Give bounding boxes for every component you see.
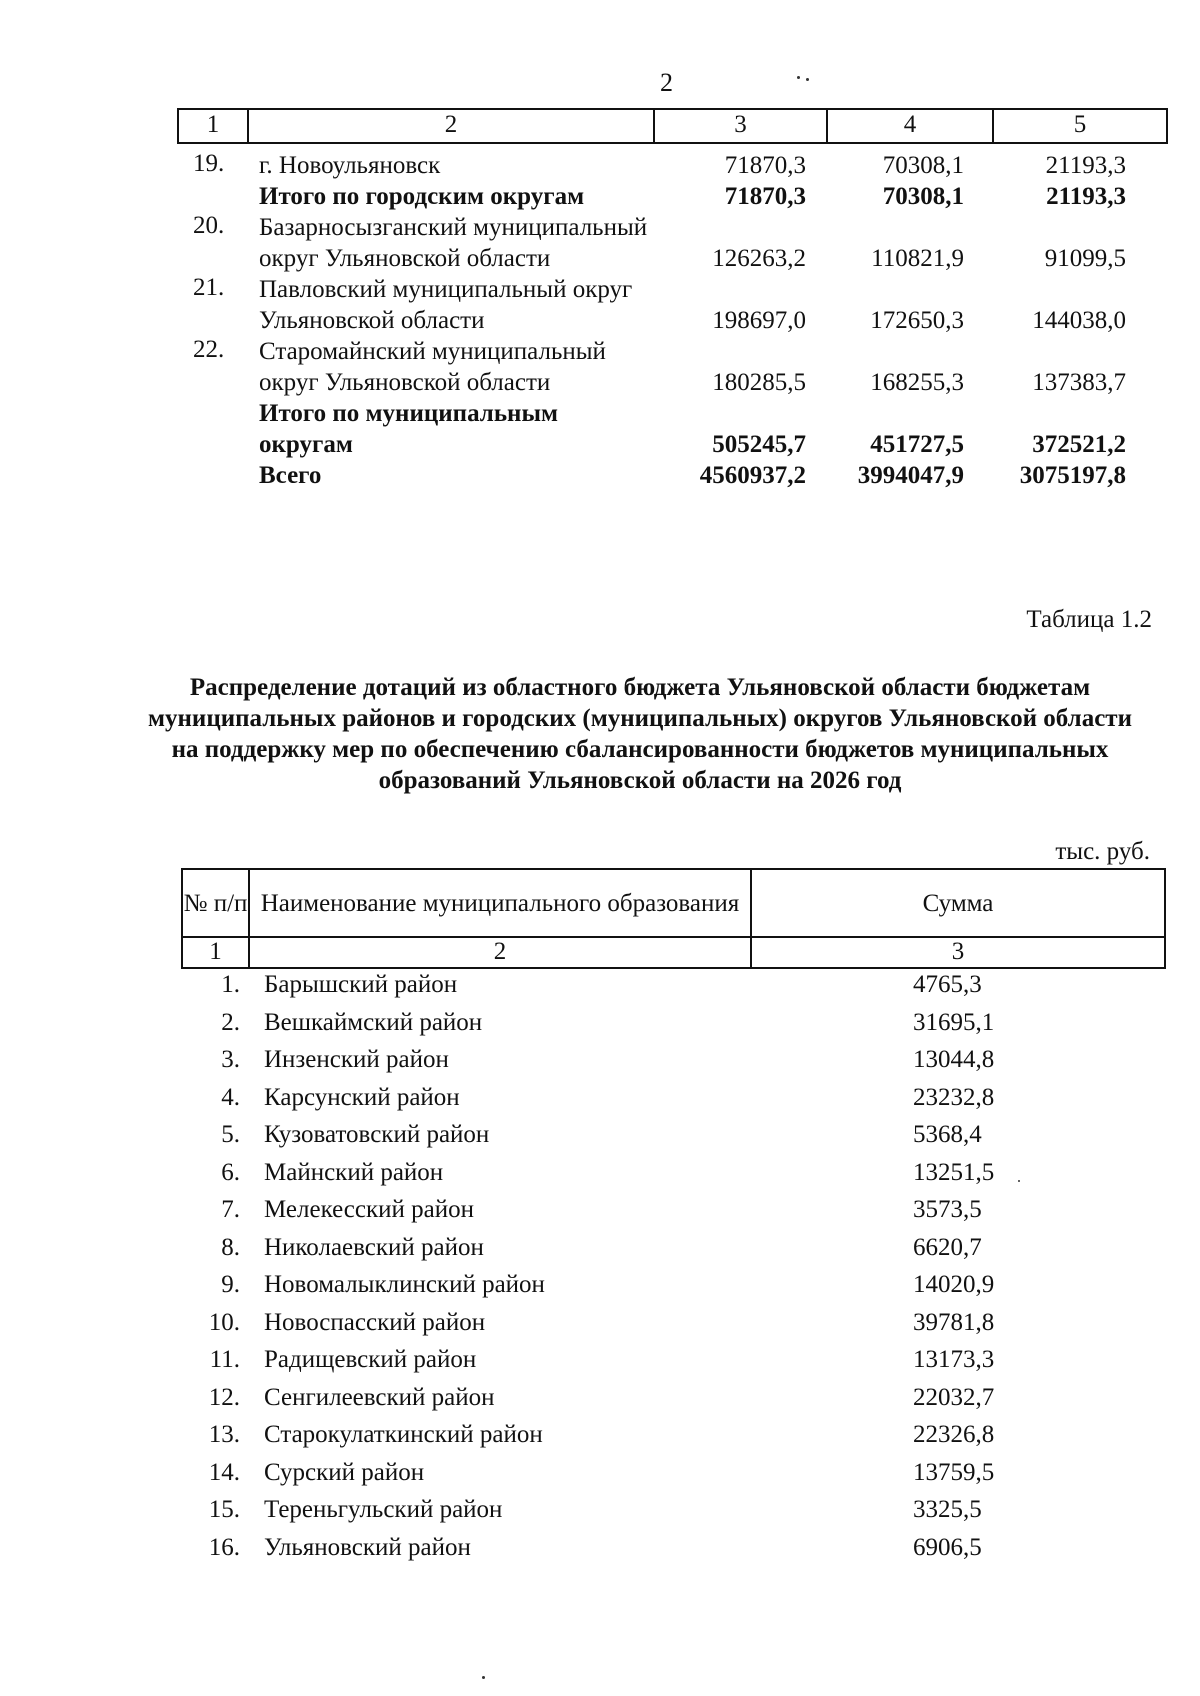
value-col-5: 3075197,8 xyxy=(1019,462,1126,489)
row-sum: 5368,4 xyxy=(913,1121,982,1148)
row-name: Новомалыклинский район xyxy=(264,1271,545,1298)
row-name: Радищевский район xyxy=(264,1346,477,1373)
value-col-4: 110821,9 xyxy=(871,245,964,272)
table-2-row xyxy=(181,1341,1166,1379)
row-sum: 22326,8 xyxy=(913,1421,995,1448)
row-number: 2. xyxy=(221,1008,240,1036)
row-name: Старокулаткинский район xyxy=(264,1421,543,1448)
table-2-header-sum: Сумма xyxy=(922,889,994,917)
row-name: Сенгилеевский район xyxy=(264,1383,495,1411)
value-col-3: 505245,7 xyxy=(712,431,806,458)
value-col-5: 21193,3 xyxy=(1045,152,1126,179)
table-2-row xyxy=(181,1116,1166,1154)
row-name: Карсунский район xyxy=(264,1083,460,1111)
row-number: 14. xyxy=(208,1458,240,1486)
table-2-header-name: Наименование муниципального образования xyxy=(250,870,752,936)
row-sum: 22032,7 xyxy=(913,1383,995,1411)
row-name: Майнский район xyxy=(264,1158,444,1186)
table-1-total-row xyxy=(177,181,1168,212)
scan-speck xyxy=(797,76,800,79)
table-1-header-cell: 4 xyxy=(828,110,994,142)
row-number: 9. xyxy=(221,1271,240,1298)
table-1-header-cell: 5 xyxy=(1073,111,1087,138)
table-1-body xyxy=(177,150,1168,491)
row-number: 3. xyxy=(221,1046,240,1073)
table-2-index-cell: 2 xyxy=(250,938,752,967)
row-number: 8. xyxy=(221,1233,240,1261)
row-number: 4. xyxy=(221,1083,240,1111)
table-2-row xyxy=(181,1416,1166,1454)
units-label: тыс. руб. xyxy=(1055,838,1150,865)
table-2-body xyxy=(181,966,1166,1566)
row-number: 12. xyxy=(208,1383,240,1411)
row-name: Кузоватовский район xyxy=(264,1121,490,1148)
value-col-4: 172650,3 xyxy=(870,307,964,334)
table-2-header-num: № п/п xyxy=(183,870,250,936)
value-col-3: 126263,2 xyxy=(712,245,806,272)
value-col-3: 4560937,2 xyxy=(699,462,806,489)
row-name: Ульяновский район xyxy=(264,1533,471,1561)
section-title xyxy=(140,672,1140,796)
table-2-row xyxy=(181,1229,1166,1267)
row-name: Новоспасский район xyxy=(264,1308,486,1336)
row-name: Барышский район xyxy=(264,971,458,998)
row-number: 5. xyxy=(221,1121,240,1148)
scan-speck xyxy=(482,1676,485,1679)
table-2-row xyxy=(181,1529,1166,1567)
table-2-row xyxy=(181,1379,1166,1417)
table-2-row xyxy=(181,1154,1166,1192)
value-col-3: 71870,3 xyxy=(724,152,806,179)
row-name: Вешкаймский район xyxy=(264,1008,483,1036)
table-2-row xyxy=(181,1079,1166,1117)
table-1-row xyxy=(177,336,1168,398)
row-name: Тереньгульский район xyxy=(264,1496,503,1523)
table-2-row xyxy=(181,1266,1166,1304)
table-1-header xyxy=(177,108,1168,144)
row-sum: 23232,8 xyxy=(913,1083,995,1111)
row-name: Старомайнский муниципальный округ Ульяновской области xyxy=(259,338,606,396)
row-number: 20. xyxy=(193,212,225,239)
row-sum: 3573,5 xyxy=(913,1196,982,1223)
table-2-row xyxy=(181,1491,1166,1529)
value-col-3: 198697,0 xyxy=(712,307,806,334)
row-number: 11. xyxy=(209,1346,240,1373)
table-1-header-cell: 1 xyxy=(179,110,249,142)
row-sum: 13759,5 xyxy=(913,1458,995,1486)
row-name: Всего xyxy=(259,462,322,489)
section-title-text: Распределение дотаций из областного бюджета Ульяновской области бюджетам муниципальных районов и городских (муниципальных) округов Ульяновской области на поддержку мер по обеспечению сбалансированности бюджетов муниципальных образований Ульяновской области на 2026 год xyxy=(148,674,1132,794)
row-number: 22. xyxy=(193,336,225,363)
value-col-3: 71870,3 xyxy=(724,183,806,210)
value-col-4: 70308,1 xyxy=(882,183,964,210)
row-sum: 39781,8 xyxy=(913,1308,995,1336)
value-col-4: 451727,5 xyxy=(870,431,964,458)
table-1-row xyxy=(177,150,1168,181)
table-2-row xyxy=(181,1004,1166,1042)
scan-speck xyxy=(806,78,809,81)
row-number: 21. xyxy=(193,274,225,301)
value-col-5: 137383,7 xyxy=(1032,369,1126,396)
row-number: 13. xyxy=(208,1421,240,1448)
table-2-row xyxy=(181,1304,1166,1342)
row-sum: 6906,5 xyxy=(913,1533,982,1561)
table-caption: Таблица 1.2 xyxy=(1026,606,1152,633)
row-number: 6. xyxy=(221,1158,240,1186)
table-2-row xyxy=(181,1454,1166,1492)
table-1-total-row xyxy=(177,460,1168,491)
row-sum: 14020,9 xyxy=(913,1271,995,1298)
row-sum: 4765,3 xyxy=(913,971,982,998)
table-2-index-cell: 1 xyxy=(183,938,250,967)
row-name: г. Новоульяновск xyxy=(259,152,441,179)
row-sum: 13044,8 xyxy=(913,1046,995,1073)
row-name: Базарносызганский муниципальный округ Ульяновской области xyxy=(259,214,648,272)
value-col-5: 91099,5 xyxy=(1044,245,1126,272)
value-col-4: 168255,3 xyxy=(870,369,964,396)
table-1-row xyxy=(177,274,1168,336)
row-sum: 6620,7 xyxy=(913,1233,982,1261)
table-1-header-cell: 2 xyxy=(249,110,655,142)
table-1-header-cell: 3 xyxy=(655,110,828,142)
table-2-row xyxy=(181,1041,1166,1079)
table-2-row xyxy=(181,966,1166,1004)
row-name: Сурский район xyxy=(264,1458,425,1486)
value-col-5: 372521,2 xyxy=(1032,431,1126,458)
value-col-5: 21193,3 xyxy=(1046,183,1126,210)
row-sum: 3325,5 xyxy=(913,1496,982,1523)
value-col-5: 144038,0 xyxy=(1032,307,1126,334)
row-name: Итого по городским округам xyxy=(259,183,585,210)
row-name: Мелекесский район xyxy=(264,1196,475,1223)
row-number: 7. xyxy=(221,1196,240,1223)
row-name: Итого по муниципальным округам xyxy=(259,400,558,458)
table-2-index-cell: 3 xyxy=(951,938,965,965)
row-sum: 13173,3 xyxy=(913,1346,995,1373)
row-number: 15. xyxy=(208,1496,240,1523)
value-col-3: 180285,5 xyxy=(712,369,806,396)
row-name: Николаевский район xyxy=(264,1233,484,1261)
row-name: Инзенский район xyxy=(264,1046,449,1073)
row-number: 10. xyxy=(208,1308,240,1336)
value-col-4: 70308,1 xyxy=(882,152,964,179)
row-number: 19. xyxy=(193,150,225,177)
table-2-row xyxy=(181,1191,1166,1229)
row-number: 1. xyxy=(221,971,240,998)
value-col-4: 3994047,9 xyxy=(857,462,964,489)
table-1-row xyxy=(177,212,1168,274)
row-sum: 31695,1 xyxy=(913,1008,995,1036)
row-sum: 13251,5 xyxy=(913,1158,995,1186)
table-2-header xyxy=(181,868,1166,969)
table-1-total-row xyxy=(177,398,1168,460)
row-number: 16. xyxy=(208,1533,240,1561)
page-number: 2 xyxy=(660,68,673,97)
row-name: Павловский муниципальный округ Ульяновской области xyxy=(259,276,633,334)
